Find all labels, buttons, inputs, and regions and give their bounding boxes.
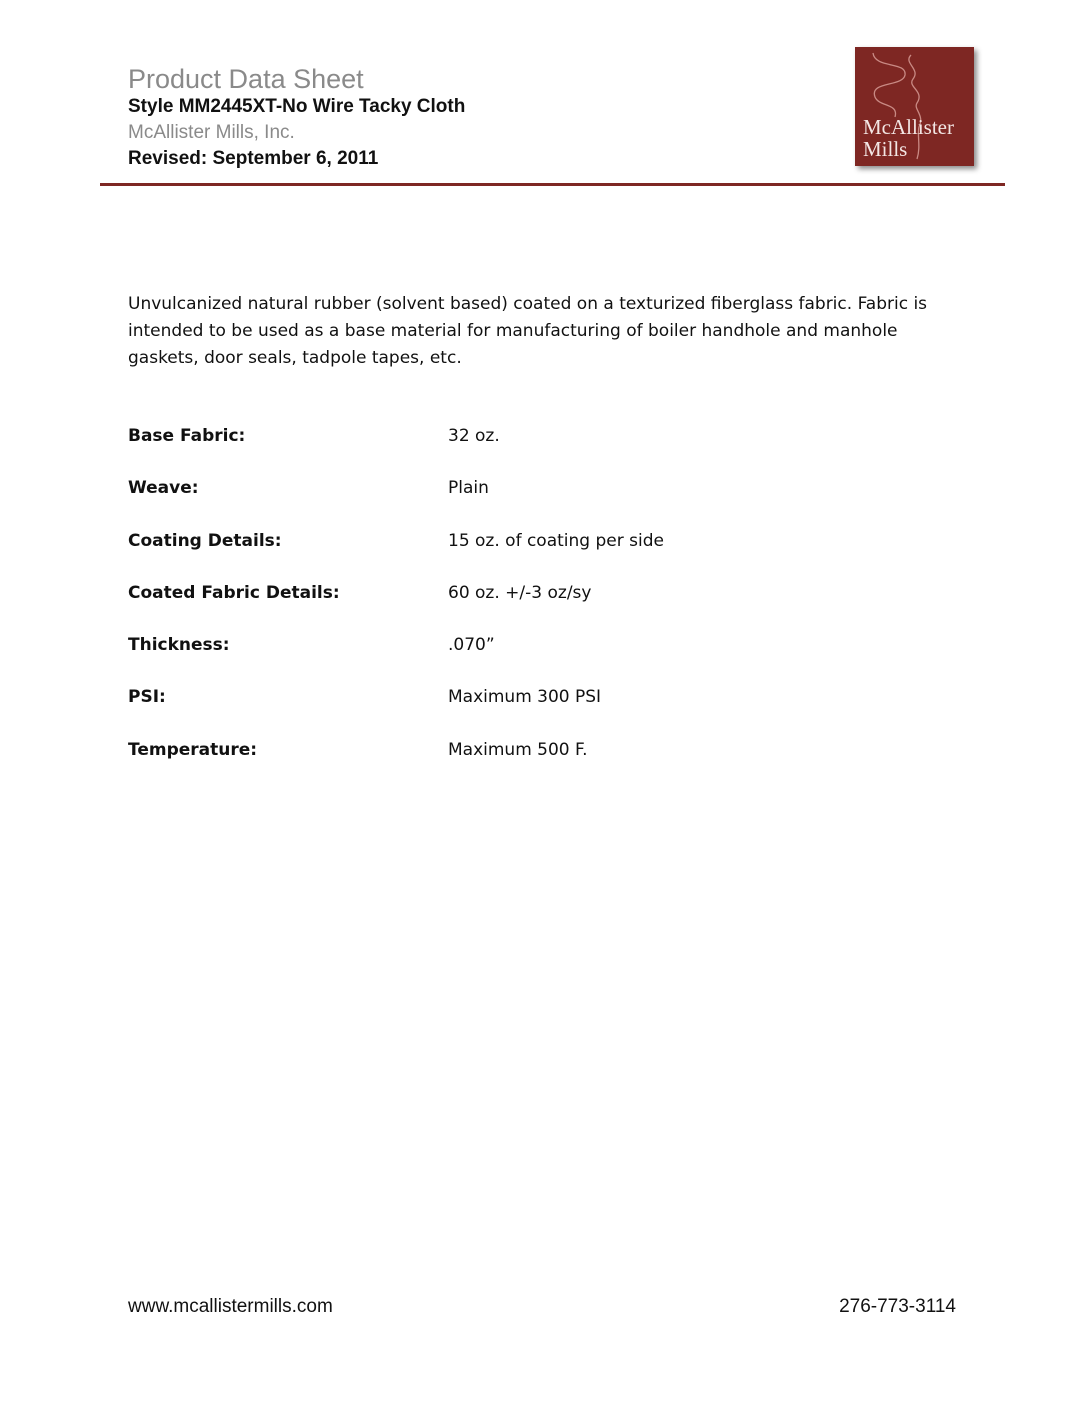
spec-value: Maximum 500 F.: [448, 739, 588, 760]
logo-line-2: Mills: [863, 137, 908, 161]
specifications-list: [128, 424, 928, 790]
spec-label: Base Fabric:: [128, 426, 246, 446]
phone-number: 276-773-3114: [839, 1296, 956, 1317]
spec-row-weave: [128, 476, 928, 528]
spec-row-psi: [128, 685, 928, 737]
logo-line-1: McAllister: [863, 115, 954, 139]
spec-row-base-fabric: [128, 424, 928, 476]
product-style: Style MM2445XT-No Wire Tacky Cloth: [128, 96, 466, 117]
product-description: Unvulcanized natural rubber (solvent based) coated on a texturized fiberglass fabric. Fabric is intended to be used as a base material for manufacturing of boiler handhole and manhole gaskets, door seals, tadpole tapes, etc.: [128, 294, 928, 368]
spec-value: 60 oz. +/-3 oz/sy: [448, 582, 592, 603]
document-title: Product Data Sheet: [128, 64, 364, 94]
spec-value: 32 oz.: [448, 426, 500, 446]
logo-text: [863, 116, 954, 160]
document-header: [128, 64, 828, 172]
mcallister-mills-logo: [855, 47, 974, 166]
spec-value: Plain: [448, 478, 489, 499]
spec-row-coating-details: [128, 529, 928, 581]
spec-value: Maximum 300 PSI: [448, 687, 602, 708]
spec-value: 15 oz. of coating per side: [448, 530, 664, 551]
revised-date: Revised: September 6, 2011: [128, 148, 379, 169]
spec-label: PSI:: [128, 687, 166, 708]
spec-row-temperature: [128, 738, 928, 790]
spec-row-thickness: [128, 633, 928, 685]
spec-value: .070”: [448, 635, 495, 656]
spec-label: Coating Details:: [128, 530, 282, 551]
spec-label: Thickness:: [128, 635, 230, 656]
spec-row-coated-fabric-details: [128, 581, 928, 633]
website-link[interactable]: www.mcallistermills.com: [128, 1296, 333, 1317]
spec-label: Temperature:: [128, 739, 258, 760]
header-divider: [100, 183, 1005, 186]
spec-label: Coated Fabric Details:: [128, 582, 340, 603]
spec-label: Weave:: [128, 478, 199, 499]
company-name: McAllister Mills, Inc.: [128, 122, 295, 143]
